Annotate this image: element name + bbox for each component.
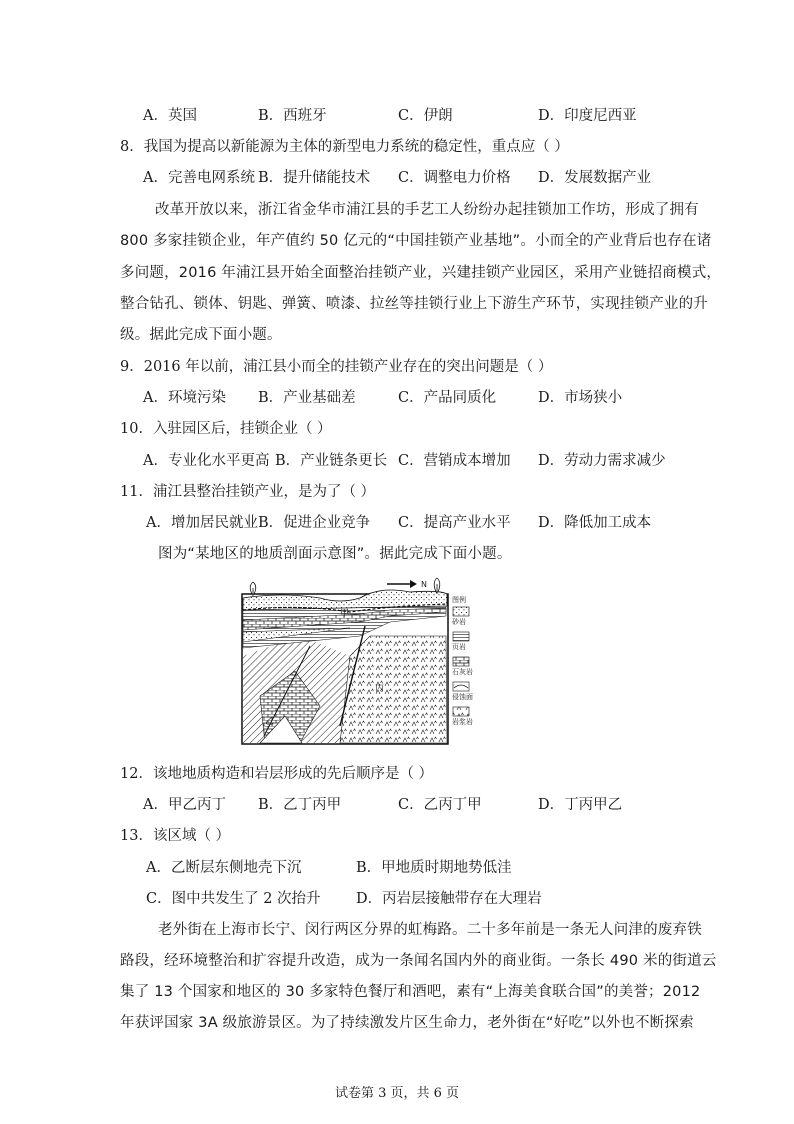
q12-option-d: D．丁丙甲乙 <box>538 797 623 813</box>
q11-option-d: D．降低加工成本 <box>538 515 652 531</box>
q11-option-c: C．提高产业水平 <box>398 515 511 531</box>
legend-sandstone: 砂岩 <box>452 618 466 626</box>
q13-option-a: A．乙断层东侧地壳下沉 <box>146 860 302 876</box>
passage1-line-4: 整合钻孔、锁体、钥匙、弹簧、喷漆、拉丝等挂锁行业上下游生产环节，实现挂锁产业的升 <box>120 296 708 312</box>
q13-stem: 13．该区域（ ） <box>120 828 231 844</box>
passage2-line-2: 路段，经环境整治和扩容提升改造，成为一条闻名国内外的商业街。一条长 490 米的街道云 <box>120 953 717 969</box>
q13-option-c: C．图中共发生了 2 次抬升 <box>146 891 321 907</box>
q11-option-b: B．促进企业竞争 <box>258 515 371 531</box>
q11-option-a: A．增加居民就业 <box>146 515 258 531</box>
q9-option-b: B．产业基础差 <box>258 390 356 406</box>
q7-option-d: D．印度尼西亚 <box>538 108 637 124</box>
q8-option-d: D．发展数据产业 <box>538 170 652 186</box>
q10-option-a: A．专业化水平更高 <box>143 453 270 469</box>
q8-option-a: A．完善电网系统 <box>143 170 255 186</box>
q7-option-b: B．西班牙 <box>258 108 327 124</box>
legend-shale-swatch <box>453 632 469 641</box>
q10-stem: 10．入驻园区后，挂锁企业（ ） <box>120 421 332 437</box>
label-jia: 甲 <box>340 609 350 619</box>
q10-option-c: C．营销成本增加 <box>398 453 511 469</box>
geologic-cross-section-figure <box>240 576 478 748</box>
q9-option-a: A．环境污染 <box>143 390 226 406</box>
passage2-line-1: 老外街在上海市长宁、闵行两区分界的虹梅路。二十多年前是一条无人问津的废弃铁 <box>158 922 702 938</box>
label-bing: 丙 <box>375 684 385 694</box>
legend <box>452 595 473 726</box>
passage1-line-3: 多问题，2016 年浦江县开始全面整治挂锁产业，兴建挂锁产业园区，采用产业链招商模式， <box>120 265 722 281</box>
q12-option-c: C．乙丙丁甲 <box>398 797 482 813</box>
q9-option-d: D．市场狭小 <box>538 390 623 406</box>
q7-option-a: A．英国 <box>143 108 197 124</box>
q8-option-b: B．提升储能技术 <box>258 170 371 186</box>
passage1-line-1: 改革开放以来，浙江省金华市浦江县的手艺工人纷纷办起挂锁加工作坊，形成了拥有 <box>155 202 699 218</box>
q12-option-a: A．甲乙丙丁 <box>143 797 226 813</box>
passage1-line-5: 级。据此完成下面小题。 <box>120 327 282 343</box>
passage2-line-3: 集了 13 个国家和地区的 30 多家特色餐厅和酒吧，素有“上海美食联合国”的美誉；2012 <box>120 984 701 1000</box>
passage2-line-4: 年获评国家 3A 级旅游景区。为了持续激发片区生命力，老外街在“好吃”以外也不断探索 <box>120 1015 694 1031</box>
q11-stem: 11．浦江县整治挂锁产业，是为了（ ） <box>120 484 376 500</box>
legend-magma: 岩浆岩 <box>452 718 473 726</box>
legend-shale: 页岩 <box>452 643 466 651</box>
legend-limestone-swatch <box>453 657 469 666</box>
q10-option-b: B．产业链条更长 <box>275 453 388 469</box>
legend-sandstone-swatch <box>453 607 469 616</box>
magma-body <box>340 636 447 743</box>
north-label: N <box>421 580 427 589</box>
q7-option-c: C．伊朗 <box>398 108 453 124</box>
label-yi: 乙 <box>265 717 275 727</box>
legend-magma-swatch <box>453 707 469 716</box>
figure-intro: 图为“某地区的地质剖面示意图”。据此完成下面小题。 <box>158 546 512 562</box>
q13-option-b: B．甲地质时期地势低洼 <box>356 860 512 876</box>
q8-stem: 8．我国为提高以新能源为主体的新型电力系统的稳定性，重点应（ ） <box>120 139 569 155</box>
legend-limestone: 石灰岩 <box>452 668 473 676</box>
north-arrow-head <box>410 580 417 588</box>
passage1-line-2: 800 多家挂锁企业，年产值约 50 亿元的“中国挂锁产业基地”。小而全的产业背后也存在诸 <box>120 233 712 249</box>
q8-option-c: C．调整电力价格 <box>398 170 511 186</box>
q10-option-d: D．劳动力需求减少 <box>538 453 666 469</box>
q12-stem: 12．该地地质构造和岩层形成的先后顺序是（ ） <box>120 766 434 782</box>
q9-stem: 9．2016 年以前，浦江县小而全的挂锁产业存在的突出问题是（ ） <box>120 359 553 375</box>
legend-title: 图例 <box>452 596 466 604</box>
q9-option-c: C．产品同质化 <box>398 390 497 406</box>
q12-option-b: B．乙丁丙甲 <box>258 797 342 813</box>
q13-option-d: D．丙岩层接触带存在大理岩 <box>356 891 542 907</box>
page-footer: 试卷第 3 页，共 6 页 <box>334 1086 460 1101</box>
legend-erosion: 侵蚀面 <box>452 693 473 701</box>
